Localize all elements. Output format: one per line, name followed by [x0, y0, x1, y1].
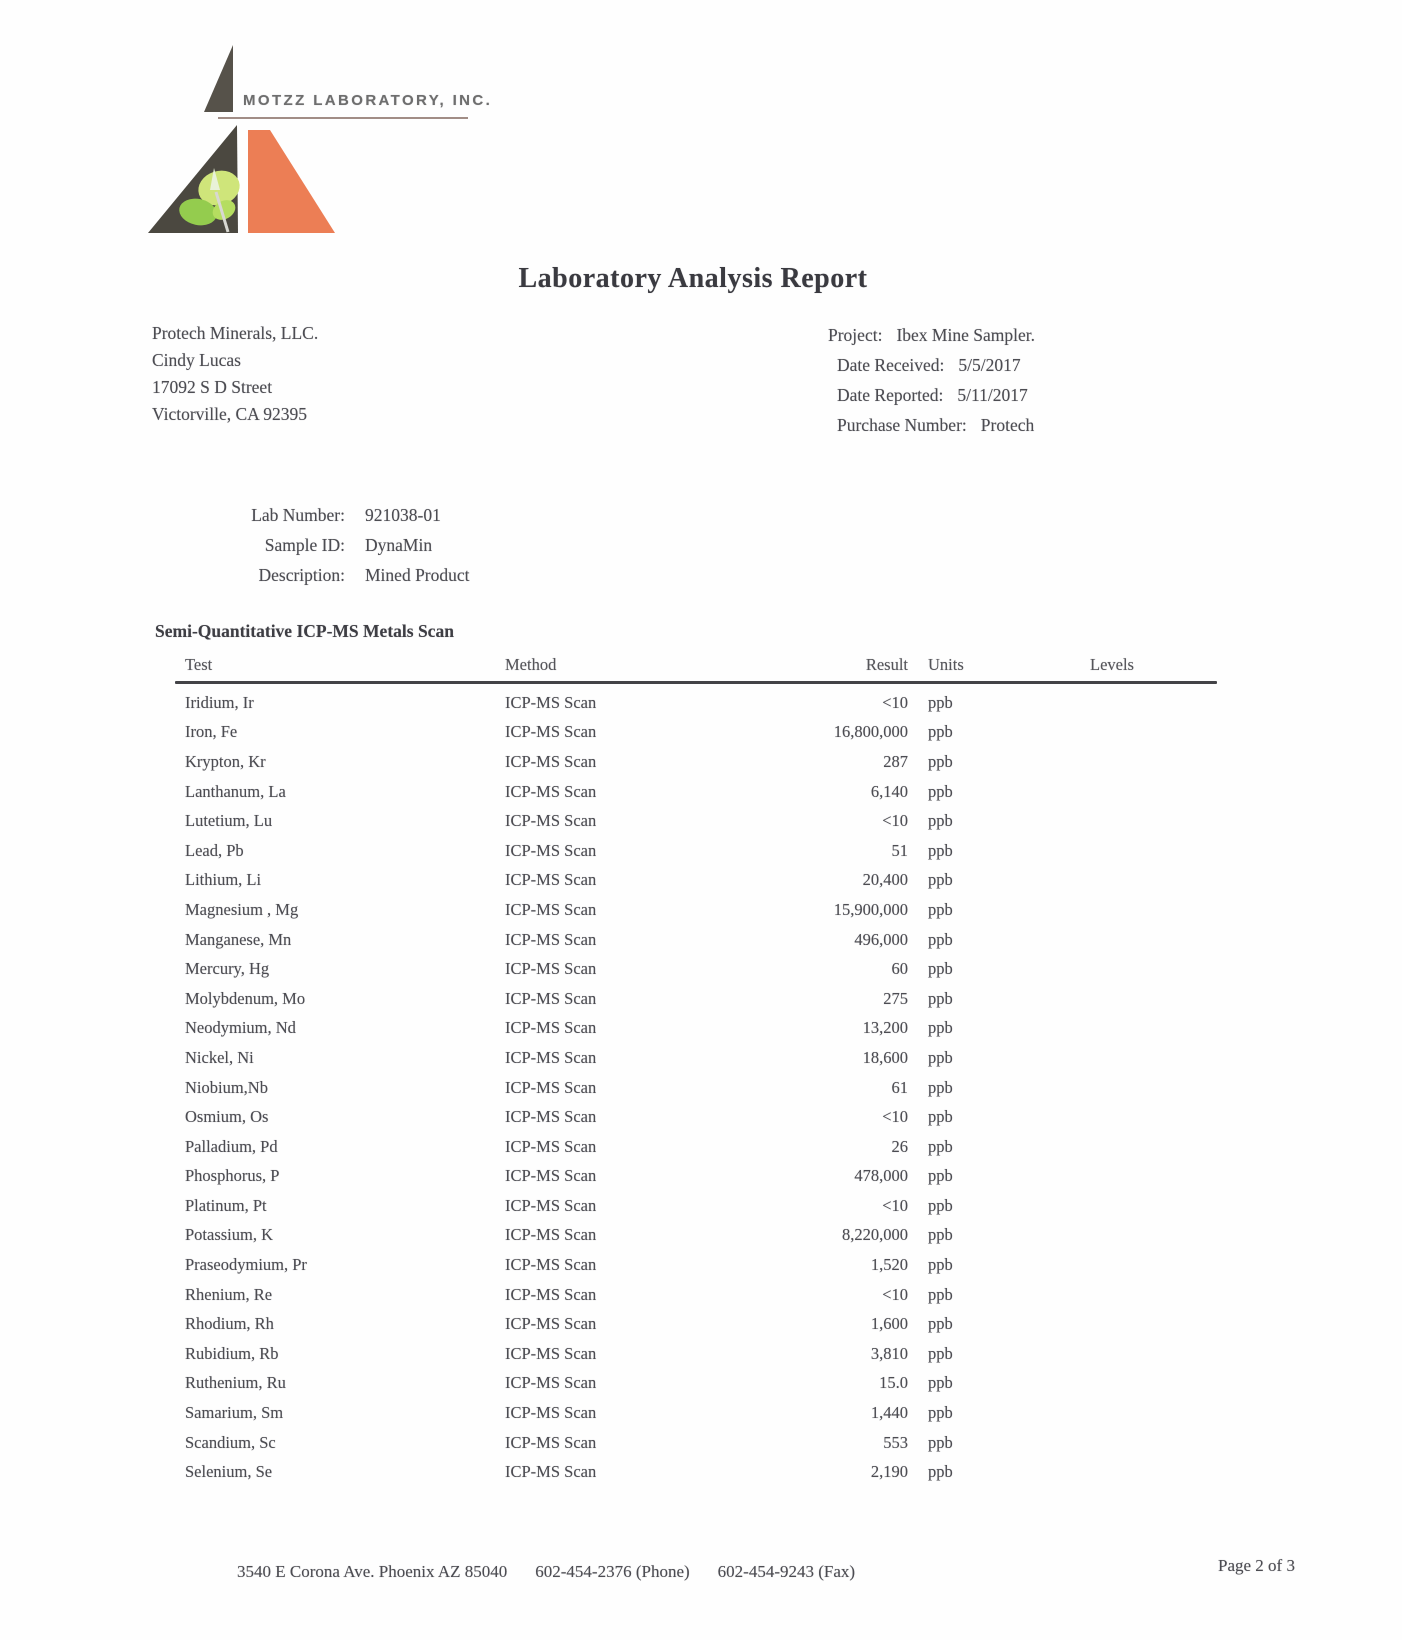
table-row	[0, 836, 1402, 866]
page-number: Page 2 of 3	[1218, 1556, 1295, 1575]
units-cell: ppb	[928, 870, 953, 890]
method-cell: ICP-MS Scan	[505, 1107, 597, 1127]
test-cell: Lithium, Li	[185, 870, 262, 890]
result-cell: 478,000	[854, 1166, 908, 1186]
table-row	[0, 747, 1402, 777]
method-cell: ICP-MS Scan	[505, 1018, 597, 1038]
footer-fax: 602-454-9243 (Fax)	[717, 1562, 856, 1581]
units-cell: ppb	[928, 1462, 953, 1482]
sample-info-value: Mined Product	[365, 565, 470, 585]
units-cell: ppb	[928, 1195, 953, 1215]
test-cell: Mercury, Hg	[185, 959, 270, 979]
mountain-triangle-logo-icon	[140, 40, 360, 240]
test-cell: Osmium, Os	[185, 1107, 269, 1127]
column-header-result: Result	[865, 655, 908, 674]
footer-phone: 602-454-2376 (Phone)	[535, 1562, 690, 1581]
sample-info-row	[225, 500, 470, 530]
result-cell: 20,400	[862, 870, 908, 890]
result-cell: 15.0	[879, 1373, 908, 1393]
footer-address: 3540 E Corona Ave. Phoenix AZ 85040	[237, 1562, 508, 1581]
method-cell: ICP-MS Scan	[505, 1373, 597, 1393]
test-cell: Rubidium, Rb	[185, 1343, 279, 1363]
sample-info-row	[225, 560, 470, 590]
units-cell: ppb	[928, 1432, 953, 1452]
company-underline-rule	[218, 117, 468, 119]
method-cell: ICP-MS Scan	[505, 1403, 597, 1423]
test-cell: Nickel, Ni	[185, 1047, 254, 1067]
client-address-block	[152, 320, 318, 428]
metals-table	[0, 650, 1402, 1487]
test-cell: Lutetium, Lu	[185, 811, 273, 831]
test-cell: Molybdenum, Mo	[185, 988, 306, 1008]
page-title: Laboratory Analysis Report	[518, 263, 868, 294]
table-row	[0, 1309, 1402, 1339]
table-row	[0, 1102, 1402, 1132]
table-row	[0, 895, 1402, 925]
project-info-row	[828, 380, 1035, 410]
units-cell: ppb	[928, 1047, 953, 1067]
test-cell: Palladium, Pd	[185, 1136, 278, 1156]
test-cell: Iridium, Ir	[185, 692, 254, 712]
units-cell: ppb	[928, 899, 953, 919]
units-cell: ppb	[928, 1107, 953, 1127]
result-cell: 1,600	[870, 1314, 908, 1334]
test-cell: Krypton, Kr	[185, 751, 266, 771]
units-cell: ppb	[928, 692, 953, 712]
result-cell: 6,140	[870, 781, 908, 801]
units-cell: ppb	[928, 929, 953, 949]
units-cell: ppb	[928, 811, 953, 831]
units-cell: ppb	[928, 781, 953, 801]
project-info-row	[828, 320, 1035, 350]
client-address-line: 17092 S D Street	[152, 377, 273, 397]
result-cell: 26	[891, 1136, 908, 1156]
table-row	[0, 777, 1402, 807]
sample-info-label: Sample ID:	[264, 535, 345, 555]
project-info-label: Purchase Number:	[837, 415, 967, 435]
method-cell: ICP-MS Scan	[505, 781, 597, 801]
result-cell: 287	[883, 751, 908, 771]
sample-info-row	[225, 530, 470, 560]
table-row	[0, 1162, 1402, 1192]
test-cell: Rhenium, Re	[185, 1284, 273, 1304]
method-cell: ICP-MS Scan	[505, 870, 597, 890]
method-cell: ICP-MS Scan	[505, 811, 597, 831]
project-info-label: Project:	[828, 325, 883, 345]
units-cell: ppb	[928, 1284, 953, 1304]
result-cell: 18,600	[862, 1047, 908, 1067]
units-cell: ppb	[928, 1018, 953, 1038]
units-cell: ppb	[928, 840, 953, 860]
method-cell: ICP-MS Scan	[505, 1432, 597, 1452]
result-cell: <10	[882, 811, 908, 831]
motzz-logo	[140, 40, 360, 240]
test-cell: Neodymium, Nd	[185, 1018, 296, 1038]
test-cell: Niobium,Nb	[185, 1077, 268, 1097]
result-cell: 61	[891, 1077, 908, 1097]
test-cell: Samarium, Sm	[185, 1403, 284, 1423]
result-cell: 275	[883, 988, 908, 1008]
result-cell: <10	[882, 1107, 908, 1127]
project-info-label: Date Received:	[837, 355, 945, 375]
client-address-line: Victorville, CA 92395	[152, 404, 307, 424]
project-info-value: 5/5/2017	[958, 355, 1021, 375]
sample-info-label: Lab Number:	[251, 505, 345, 525]
project-info-block	[828, 320, 1035, 440]
client-address-line: Cindy Lucas	[152, 350, 241, 370]
table-row	[0, 1014, 1402, 1044]
result-cell: 60	[891, 959, 908, 979]
result-cell: 16,800,000	[833, 722, 908, 742]
table-row	[0, 954, 1402, 984]
project-info-label: Date Reported:	[837, 385, 944, 405]
table-row	[0, 1339, 1402, 1369]
project-info-value: Protech	[980, 415, 1035, 435]
table-row	[0, 1250, 1402, 1280]
sample-info-label: Description:	[258, 565, 345, 585]
sample-info-block	[225, 500, 470, 590]
units-cell: ppb	[928, 1136, 953, 1156]
client-address-line: Protech Minerals, LLC.	[152, 323, 319, 343]
table-row	[0, 1132, 1402, 1162]
result-cell: <10	[882, 1195, 908, 1215]
method-cell: ICP-MS Scan	[505, 1136, 597, 1156]
method-cell: ICP-MS Scan	[505, 1314, 597, 1334]
column-header-units: Units	[928, 655, 964, 674]
result-cell: 15,900,000	[833, 899, 908, 919]
units-cell: ppb	[928, 1077, 953, 1097]
table-row	[0, 1369, 1402, 1399]
section-title: Semi-Quantitative ICP-MS Metals Scan	[155, 621, 454, 641]
method-cell: ICP-MS Scan	[505, 929, 597, 949]
units-cell: ppb	[928, 1343, 953, 1363]
units-cell: ppb	[928, 988, 953, 1008]
units-cell: ppb	[928, 722, 953, 742]
method-cell: ICP-MS Scan	[505, 1047, 597, 1067]
result-cell: 496,000	[854, 929, 908, 949]
test-cell: Rhodium, Rh	[185, 1314, 274, 1334]
method-cell: ICP-MS Scan	[505, 692, 597, 712]
table-row	[0, 1280, 1402, 1310]
table-row	[0, 866, 1402, 896]
test-cell: Lead, Pb	[185, 840, 244, 860]
project-info-value: Ibex Mine Sampler.	[896, 325, 1035, 345]
method-cell: ICP-MS Scan	[505, 1225, 597, 1245]
result-cell: <10	[882, 1284, 908, 1304]
table-header-rule	[175, 681, 1217, 684]
sample-info-value: DynaMin	[365, 535, 433, 555]
method-cell: ICP-MS Scan	[505, 1195, 597, 1215]
method-cell: ICP-MS Scan	[505, 722, 597, 742]
method-cell: ICP-MS Scan	[505, 751, 597, 771]
units-cell: ppb	[928, 1373, 953, 1393]
method-cell: ICP-MS Scan	[505, 988, 597, 1008]
project-info-row	[828, 410, 1035, 440]
test-cell: Platinum, Pt	[185, 1195, 267, 1215]
column-header-test: Test	[185, 655, 213, 674]
table-row	[0, 1457, 1402, 1487]
table-row	[0, 1043, 1402, 1073]
test-cell: Lanthanum, La	[185, 781, 286, 801]
units-cell: ppb	[928, 1314, 953, 1334]
table-row	[0, 1073, 1402, 1103]
table-row	[0, 688, 1402, 718]
table-row	[0, 1398, 1402, 1428]
test-cell: Phosphorus, P	[185, 1166, 280, 1186]
result-cell: 8,220,000	[842, 1225, 908, 1245]
result-cell: 13,200	[862, 1018, 908, 1038]
test-cell: Potassium, K	[185, 1225, 274, 1245]
test-cell: Ruthenium, Ru	[185, 1373, 286, 1393]
result-cell: 2,190	[870, 1462, 908, 1482]
result-cell: 553	[883, 1432, 908, 1452]
sample-info-value: 921038-01	[365, 505, 441, 525]
table-row	[0, 984, 1402, 1014]
method-cell: ICP-MS Scan	[505, 840, 597, 860]
method-cell: ICP-MS Scan	[505, 1284, 597, 1304]
test-cell: Selenium, Se	[185, 1462, 273, 1482]
method-cell: ICP-MS Scan	[505, 959, 597, 979]
units-cell: ppb	[928, 751, 953, 771]
result-cell: 51	[891, 840, 908, 860]
result-cell: 1,520	[870, 1255, 908, 1275]
column-header-levels: Levels	[1090, 655, 1134, 674]
units-cell: ppb	[928, 1166, 953, 1186]
method-cell: ICP-MS Scan	[505, 1166, 597, 1186]
result-cell: <10	[882, 692, 908, 712]
test-cell: Magnesium , Mg	[185, 899, 299, 919]
units-cell: ppb	[928, 1403, 953, 1423]
result-cell: 1,440	[870, 1403, 908, 1423]
result-cell: 3,810	[870, 1343, 908, 1363]
footer-contact-line	[237, 1562, 883, 1582]
table-row	[0, 806, 1402, 836]
table-row	[0, 1221, 1402, 1251]
table-header-row	[0, 650, 1402, 680]
test-cell: Praseodymium, Pr	[185, 1255, 307, 1275]
table-row	[0, 925, 1402, 955]
units-cell: ppb	[928, 1255, 953, 1275]
table-row	[0, 1191, 1402, 1221]
method-cell: ICP-MS Scan	[505, 1077, 597, 1097]
method-cell: ICP-MS Scan	[505, 1462, 597, 1482]
method-cell: ICP-MS Scan	[505, 899, 597, 919]
units-cell: ppb	[928, 1225, 953, 1245]
table-row	[0, 718, 1402, 748]
test-cell: Manganese, Mn	[185, 929, 292, 949]
test-cell: Scandium, Sc	[185, 1432, 276, 1452]
table-row	[0, 1428, 1402, 1458]
method-cell: ICP-MS Scan	[505, 1343, 597, 1363]
test-cell: Iron, Fe	[185, 722, 238, 742]
method-cell: ICP-MS Scan	[505, 1255, 597, 1275]
metals-table-body	[0, 680, 1402, 1487]
units-cell: ppb	[928, 959, 953, 979]
column-header-method: Method	[505, 655, 557, 674]
company-name: MOTZZ LABORATORY, INC.	[243, 92, 493, 109]
project-info-value: 5/11/2017	[957, 385, 1028, 405]
project-info-row	[828, 350, 1035, 380]
